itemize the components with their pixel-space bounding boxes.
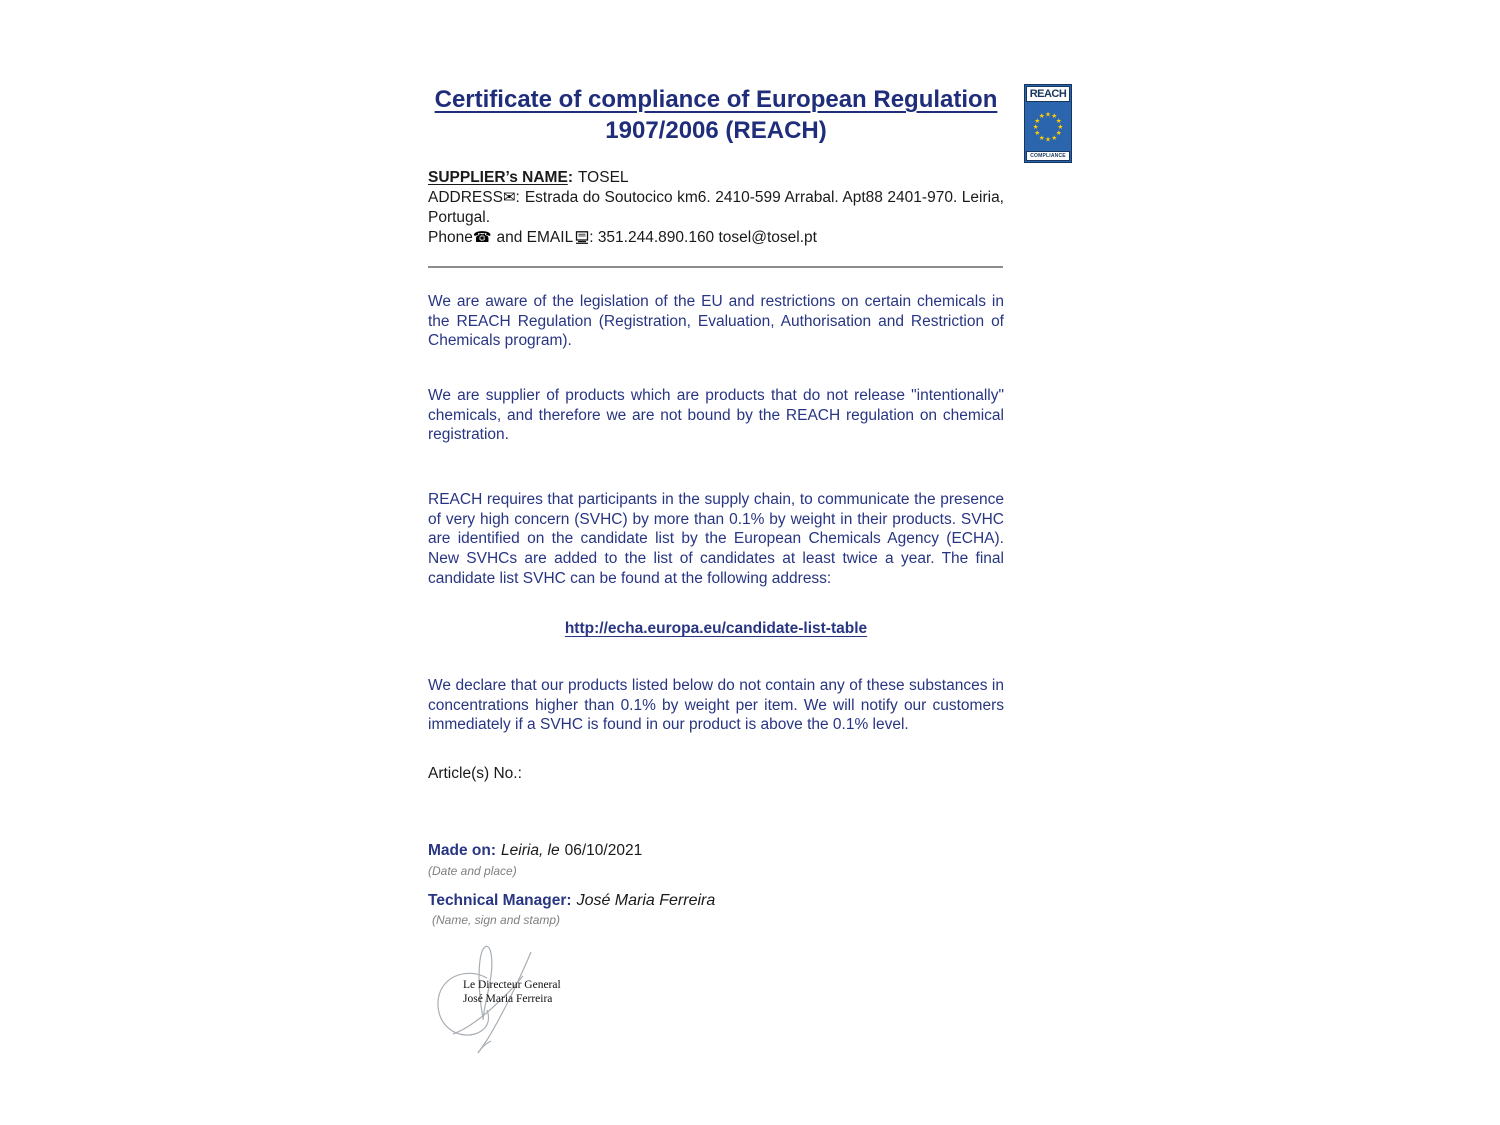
made-on-label: Made on:: [428, 842, 497, 859]
made-on-date: 06/10/2021: [564, 842, 643, 859]
phone-label: Phone: [428, 229, 473, 246]
svg-text:★: ★: [1051, 111, 1058, 120]
reach-logo-compliance-label: COMPLIANCE: [1026, 151, 1070, 161]
supplier-name-colon: :: [567, 169, 573, 186]
reach-compliance-logo: [1024, 84, 1072, 163]
svg-text:★: ★: [1055, 128, 1062, 137]
svg-text:★: ★: [1055, 116, 1062, 125]
address-value: Estrada do Soutocico km6. 2410-599 Arrabal. Apt88 2401-970. Leiria, Portugal.: [428, 189, 1004, 226]
stamp-line-1: Le Directeur General: [463, 979, 561, 991]
phone-icon: ☎: [472, 229, 492, 246]
supplier-contact-line: [428, 228, 1004, 250]
address-colon: :: [515, 189, 520, 206]
technical-manager-name: José Maria Ferreira: [576, 892, 716, 909]
svg-text:★: ★: [1057, 122, 1064, 131]
made-on-line: [428, 842, 1004, 860]
title-line-2: 1907/2006 (REACH): [605, 117, 827, 144]
svg-text:★: ★: [1038, 111, 1045, 120]
svg-text:★: ★: [1034, 128, 1041, 137]
paragraph-svhc-requirements: REACH requires that participants in the supply chain, to communicate the presence of very high concern (SVHC) by more than 0.1% by weight in their products. SVHC are identified on the candidate list by the European Chemicals Agency (ECHA). New SVHCs are added to the list of candidates at least twice a year. The final candidate list SVHC can be found at the following address:: [428, 491, 1004, 587]
candidate-list-link-row: [428, 620, 1004, 638]
name-sign-stamp-caption: (Name, sign and stamp): [432, 913, 561, 927]
supplier-name-value: TOSEL: [577, 169, 629, 186]
paragraph-reach-awareness: We are aware of the legislation of the EU and restrictions on certain chemicals in the REACH Regulation (Registration, Evaluation, Authorisation and Restriction of Chemicals program).: [428, 293, 1004, 350]
supplier-name-label: SUPPLIER’s NAME: [428, 169, 568, 186]
svg-text:★: ★: [1045, 134, 1051, 143]
section-divider: [428, 266, 1003, 268]
paragraph-declaration: We declare that our products listed below do not contain any of these substances in concentrations higher than 0.1% by weight per item. We will notify our customers immediately if a SVHC is found in our product is above the 0.1% level.: [428, 677, 1004, 734]
signature-block: [425, 938, 575, 1063]
svg-text:★: ★: [1038, 133, 1045, 142]
candidate-list-link[interactable]: http://echa.europa.eu/candidate-list-table: [564, 620, 868, 637]
supplier-name-line: [428, 168, 1004, 188]
made-on-place: Leiria, le: [501, 842, 560, 859]
document-title: [428, 84, 1004, 146]
envelope-icon: ✉: [502, 189, 516, 206]
address-label: ADDRESS: [428, 189, 503, 206]
svg-text:★: ★: [1032, 122, 1039, 131]
title-line-1: Certificate of compliance of European Regulation: [434, 86, 998, 113]
computer-icon: [575, 230, 589, 250]
technical-manager-line: [428, 892, 1004, 910]
supplier-block: [428, 168, 1004, 250]
email-label: and EMAIL: [496, 229, 574, 246]
stamp-text: [463, 978, 561, 1006]
technical-manager-label: Technical Manager:: [428, 892, 572, 909]
eu-stars-icon: [1025, 102, 1071, 151]
stamp-line-2: José Maria Ferreira: [463, 993, 553, 1005]
contact-value: : 351.244.890.160 tosel@tosel.pt: [589, 229, 817, 246]
paragraph-supplier-statement: We are supplier of products which are products that do not release "intentionally" chemicals, and therefore we are not bound by the REACH regulation on chemical registration.: [428, 387, 1004, 444]
svg-text:★: ★: [1045, 110, 1051, 119]
svg-text:★: ★: [1034, 116, 1041, 125]
reach-logo-label: REACH: [1026, 86, 1070, 102]
date-place-caption: (Date and place): [428, 864, 517, 878]
svg-text:★: ★: [1051, 133, 1058, 142]
supplier-address-line: [428, 188, 1004, 228]
articles-label: Article(s) No.:: [428, 765, 522, 782]
